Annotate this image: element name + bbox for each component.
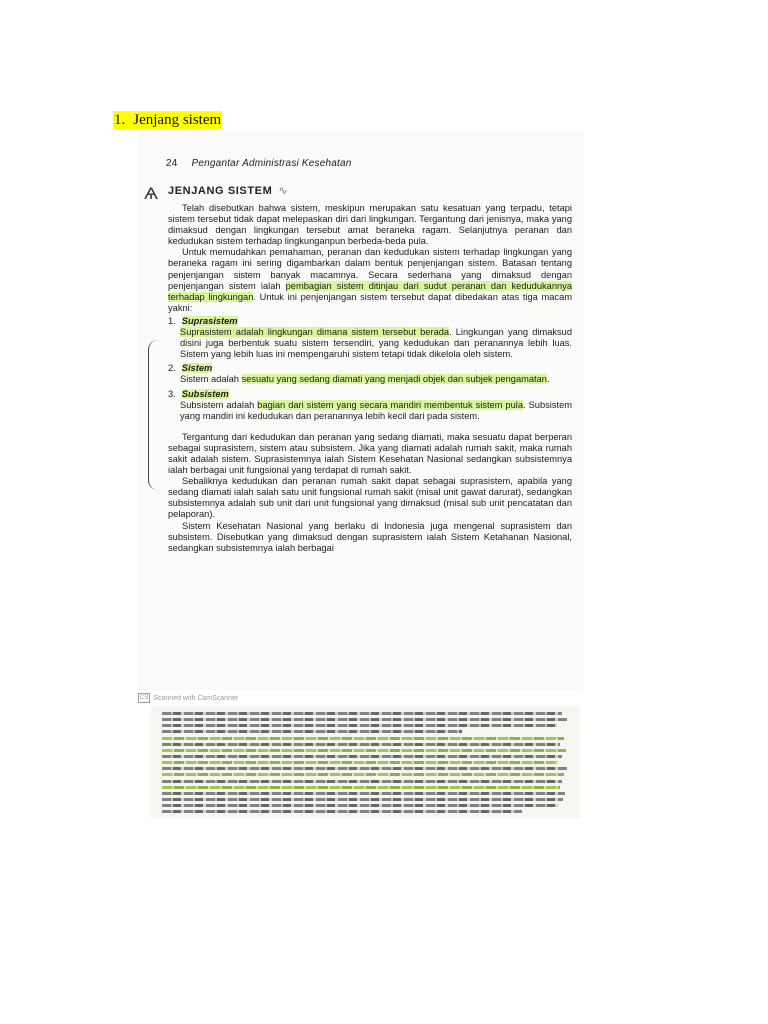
paragraph-5: Sistem Kesehatan Nasional yang berlaku di Indonesia juga mengenal suprasistem dan subsistem. Disebutkan yang dimaksud dengan suprasistem ialah Sistem Ketahanan Nasional, sedangkan subsistemnya ialah berbagai bbox=[168, 520, 572, 553]
blurred-text-line bbox=[162, 730, 462, 733]
blurred-text-line bbox=[162, 792, 565, 795]
running-head-title: Pengantar Administrasi Kesehatan bbox=[191, 158, 352, 169]
list-item-highlight: Suprasistem adalah lingkungan dimana sistem tersebut berada bbox=[180, 327, 450, 338]
blurred-text-line bbox=[162, 804, 558, 807]
running-header bbox=[166, 158, 352, 169]
blurred-text-line bbox=[162, 810, 522, 813]
page-number: 24 bbox=[166, 158, 178, 169]
list-item bbox=[168, 389, 572, 422]
paragraph-1: Telah disebutkan bahwa sistem, meskipun merupakan satu kesatuan yang terpadu, tetapi sistem tersebut tidak dapat melepaskan diri dari lingkungan. Tergantung dari jenisnya, maka yang dimaksud dengan lingkungan tersebut amat beraneka ragam. Selanjutnya peranan dan kedudukan sistem terhadap lingkunganpun berbeda-beda pula. bbox=[168, 203, 572, 247]
blurred-text-line bbox=[162, 749, 566, 752]
document-heading bbox=[113, 111, 222, 129]
blurred-text-line bbox=[162, 786, 560, 789]
blurred-text-line bbox=[162, 724, 557, 727]
list-item-rest: . Subsistem yang mandiri ini kedudukan dan peranannya lebih kecil dari pada sistem. bbox=[180, 399, 572, 421]
blurred-text-line bbox=[162, 761, 558, 764]
list-item bbox=[168, 363, 572, 385]
blurred-text-line bbox=[162, 755, 562, 758]
list-item-title-text: Sistem bbox=[181, 363, 213, 374]
list-item-body bbox=[168, 374, 572, 385]
blurred-text-line bbox=[162, 712, 562, 715]
list-item-highlight: sesuatu yang sedang diamati yang menjadi objek dan subjek pengamatan bbox=[241, 374, 547, 385]
blurred-text-line bbox=[162, 780, 562, 783]
paragraph-3: Tergantung dari kedudukan dan peranan yang sedang diamati, maka sesuatu dapat berperan sebagai suprasistem, sistem atau subsistem. Jika yang diamati adalah rumah sakit, maka rumah sakit adalah sistem. Suprasistemnya ialah Sistem Kesehatan Nasional sedangkan subsistemnya ialah berbagai unit fungsional yang terdapat di rumah sakit. bbox=[168, 431, 572, 476]
section-title-text: JENJANG SISTEM bbox=[168, 185, 273, 197]
list-item-body bbox=[168, 400, 572, 422]
section-title bbox=[168, 184, 288, 197]
handwritten-bracket bbox=[148, 340, 163, 490]
list-item-pre: Sistem adalah bbox=[180, 374, 242, 385]
blurred-text-line bbox=[162, 773, 564, 776]
blurred-text-line bbox=[162, 743, 560, 746]
handwritten-mark-icon: Ѧ bbox=[144, 184, 159, 203]
scanned-page-image bbox=[138, 130, 583, 690]
list-item-title-text: Subsistem bbox=[181, 388, 229, 399]
list-item bbox=[168, 316, 572, 360]
list-item-body bbox=[168, 327, 572, 360]
second-scan-image bbox=[150, 706, 580, 818]
list-item-number: 3. bbox=[168, 388, 176, 399]
list-item-number: 2. bbox=[168, 363, 176, 374]
blurred-text-line bbox=[162, 767, 567, 770]
list-item-number: 1. bbox=[168, 315, 176, 326]
heading-number: 1. bbox=[114, 112, 126, 128]
scan-body-text bbox=[168, 203, 572, 554]
paragraph-2 bbox=[168, 247, 572, 314]
paragraph-2-end: . Untuk ini penjenjangan sistem tersebut dapat dibedakan atas tiga macam yakni: bbox=[168, 291, 572, 313]
paragraph-2-highlight: pembagian sistem ditinjau dari sudut peranan dan kedudukannya terhadap lingkungan bbox=[168, 280, 572, 302]
list-item-title bbox=[168, 363, 572, 374]
list-item-rest: . Lingkungan yang dimaksud disini juga berbentuk suatu sistem tersendiri, yang kedudukan dan peranannya lebih luas. Sistem yang lebih luas ini mempengaruhi sistem tetapi tidak dikelola oleh sistem. bbox=[180, 327, 572, 360]
camscanner-logo-icon: CS bbox=[140, 695, 149, 702]
list-item-title bbox=[168, 316, 572, 327]
list-item-highlight: bagian dari sistem yang secara mandiri membentuk sistem pula bbox=[257, 399, 524, 410]
list-item-title bbox=[168, 389, 572, 400]
handwritten-check-icon: ∿ bbox=[278, 185, 289, 197]
jenjang-list bbox=[168, 316, 572, 422]
blurred-text-line bbox=[162, 718, 567, 721]
camscanner-watermark bbox=[138, 692, 598, 706]
blurred-text-line bbox=[162, 798, 563, 801]
camscanner-label: Scanned with CamScanner bbox=[153, 695, 239, 702]
heading-text: Jenjang sistem bbox=[133, 112, 222, 128]
blurred-text-line bbox=[162, 737, 564, 740]
list-item-rest: . bbox=[546, 374, 550, 385]
paragraph-2-start: Untuk memudahkan pemahaman, peranan dan kedudukan sistem terhadap lingkungan yang beraneka ragam ini sering digambarkan dalam bentuk penjenjangan sistem. Batasan tentang penjenjangan sistem banyak macamnya. Secara sederhana yang dimaksud dengan penjenjangan sistem ialah bbox=[168, 247, 572, 291]
paragraph-4: Sebaliknya kedudukan dan peranan rumah sakit dapat sebagai suprasistem, apabila yang sedang diamati ialah salah satu unit fungsional rumah sakit (misal unit gawat darurat), sedangkan subsistemnya adalah sub unit dari unit fungsional yang dimaksud (misal sub unit pencatatan dan pelaporan). bbox=[168, 476, 572, 520]
list-item-pre: Subsistem adalah bbox=[180, 399, 258, 410]
list-item-title-text: Suprasistem bbox=[181, 315, 238, 326]
